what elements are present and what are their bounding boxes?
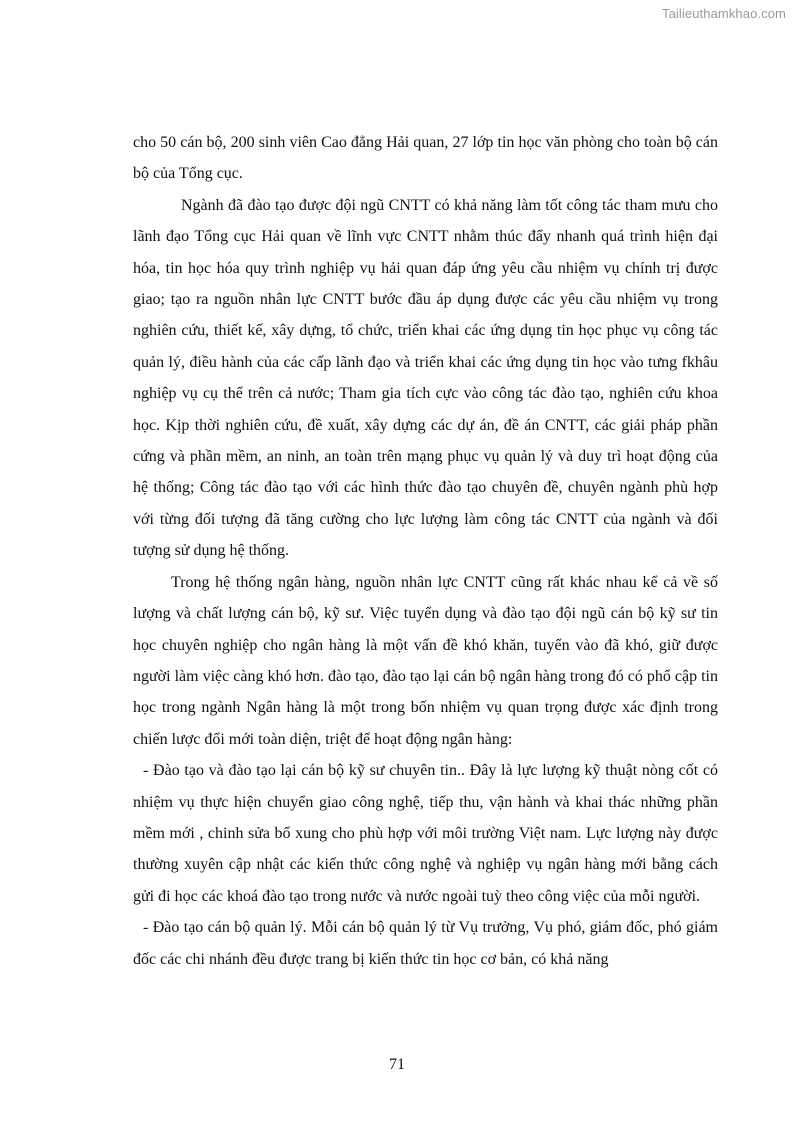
paragraph-banking-it-workforce: Trong hệ thống ngân hàng, nguồn nhân lực CNTT cũng rất khác nhau kể cả về số lượng và chất lượng cán bộ, kỹ sư. Việc tuyển dụng và đào tạo đội ngũ cán bộ kỹ sư tin học chuyên nghiệp cho ngân hàng là một vấn đề khó khăn, tuyển vào đã khó, giữ được người làm việc càng khó hơn. đào tạo, đào tạo lại cán bộ ngân hàng trong đó có phổ cập tin học trong ngành Ngân hàng là một trong bốn nhiệm vụ quan trọng được xác định trong chiến lược đổi mới toàn diện, triệt để hoạt động ngân hàng: xyxy=(133,573,718,748)
page-number: 71 xyxy=(389,1056,405,1073)
watermark-text: Tailieuthamkhao.com xyxy=(661,6,786,21)
paragraph-customs-it-training: Ngành đã đào tạo được đội ngũ CNTT có khả năng làm tốt công tác tham mưu cho lãnh đạo Tổng cục Hải quan về lĩnh vực CNTT nhằm thúc đẩy nhanh quá trình hiện đại hóa, tin học hóa quy trình nghiệp vụ hải quan đáp ứng yêu cầu nhiệm vụ chính trị được giao; tạo ra nguồn nhân lực CNTT bước đầu áp dụng được các yêu cầu nhiệm vụ trong nghiên cứu, thiết kế, xây dựng, tổ chức, triển khai các ứng dụng tin học phục vụ công tác quản lý, điều hành của các cấp lãnh đạo và triển khai các ứng dụng tin học vào tưng fkhâu nghiệp vụ cụ thể trên cả nước; Tham gia tích cực vào công tác đào tạo, nghiên cứu khoa học. Kịp thời nghiên cứu, đề xuất, xây dựng các dự án, đề án CNTT, các giải pháp phần cứng và phần mềm, an ninh, an toàn trên mạng phục vụ quản lý và duy trì hoạt động của hệ thống; Công tác đào tạo với các hình thức đào tạo chuyên đề, chuyên ngành phù hợp với từng đối tượng đã tăng cường cho lực lượng làm công tác CNTT của ngành và đối tượng sử dụng hệ thống. xyxy=(133,196,718,560)
paragraph-continuation: cho 50 cán bộ, 200 sinh viên Cao đẳng Hải quan, 27 lớp tin học văn phòng cho toàn bộ cán bộ của Tổng cục. xyxy=(133,134,718,183)
list-item-engineer-training: - Đào tạo và đào tạo lại cán bộ kỹ sư chuyên tin.. Đây là lực lượng kỹ thuật nòng cốt có nhiệm vụ thực hiện chuyển giao công nghệ, tiếp thu, vận hành và khai thác những phần mềm mới , chinh sửa bổ xung cho phù hợp với môi trường Việt nam. Lực lượng này được thường xuyên cập nhật các kiến thức công nghệ và nghiệp vụ ngân hàng mới bằng cách gửi đi học các khoá đào tạo trong nước và nước ngoài tuỳ theo công việc của mỗi người. xyxy=(133,762,718,905)
document-body xyxy=(133,127,718,975)
list-item-manager-training: - Đào tạo cán bộ quản lý. Mỗi cán bộ quản lý từ Vụ trưởng, Vụ phó, giám đốc, phó giám đốc các chi nhánh đều được trang bị kiến thức tin học cơ bản, có khả năng xyxy=(133,919,718,968)
